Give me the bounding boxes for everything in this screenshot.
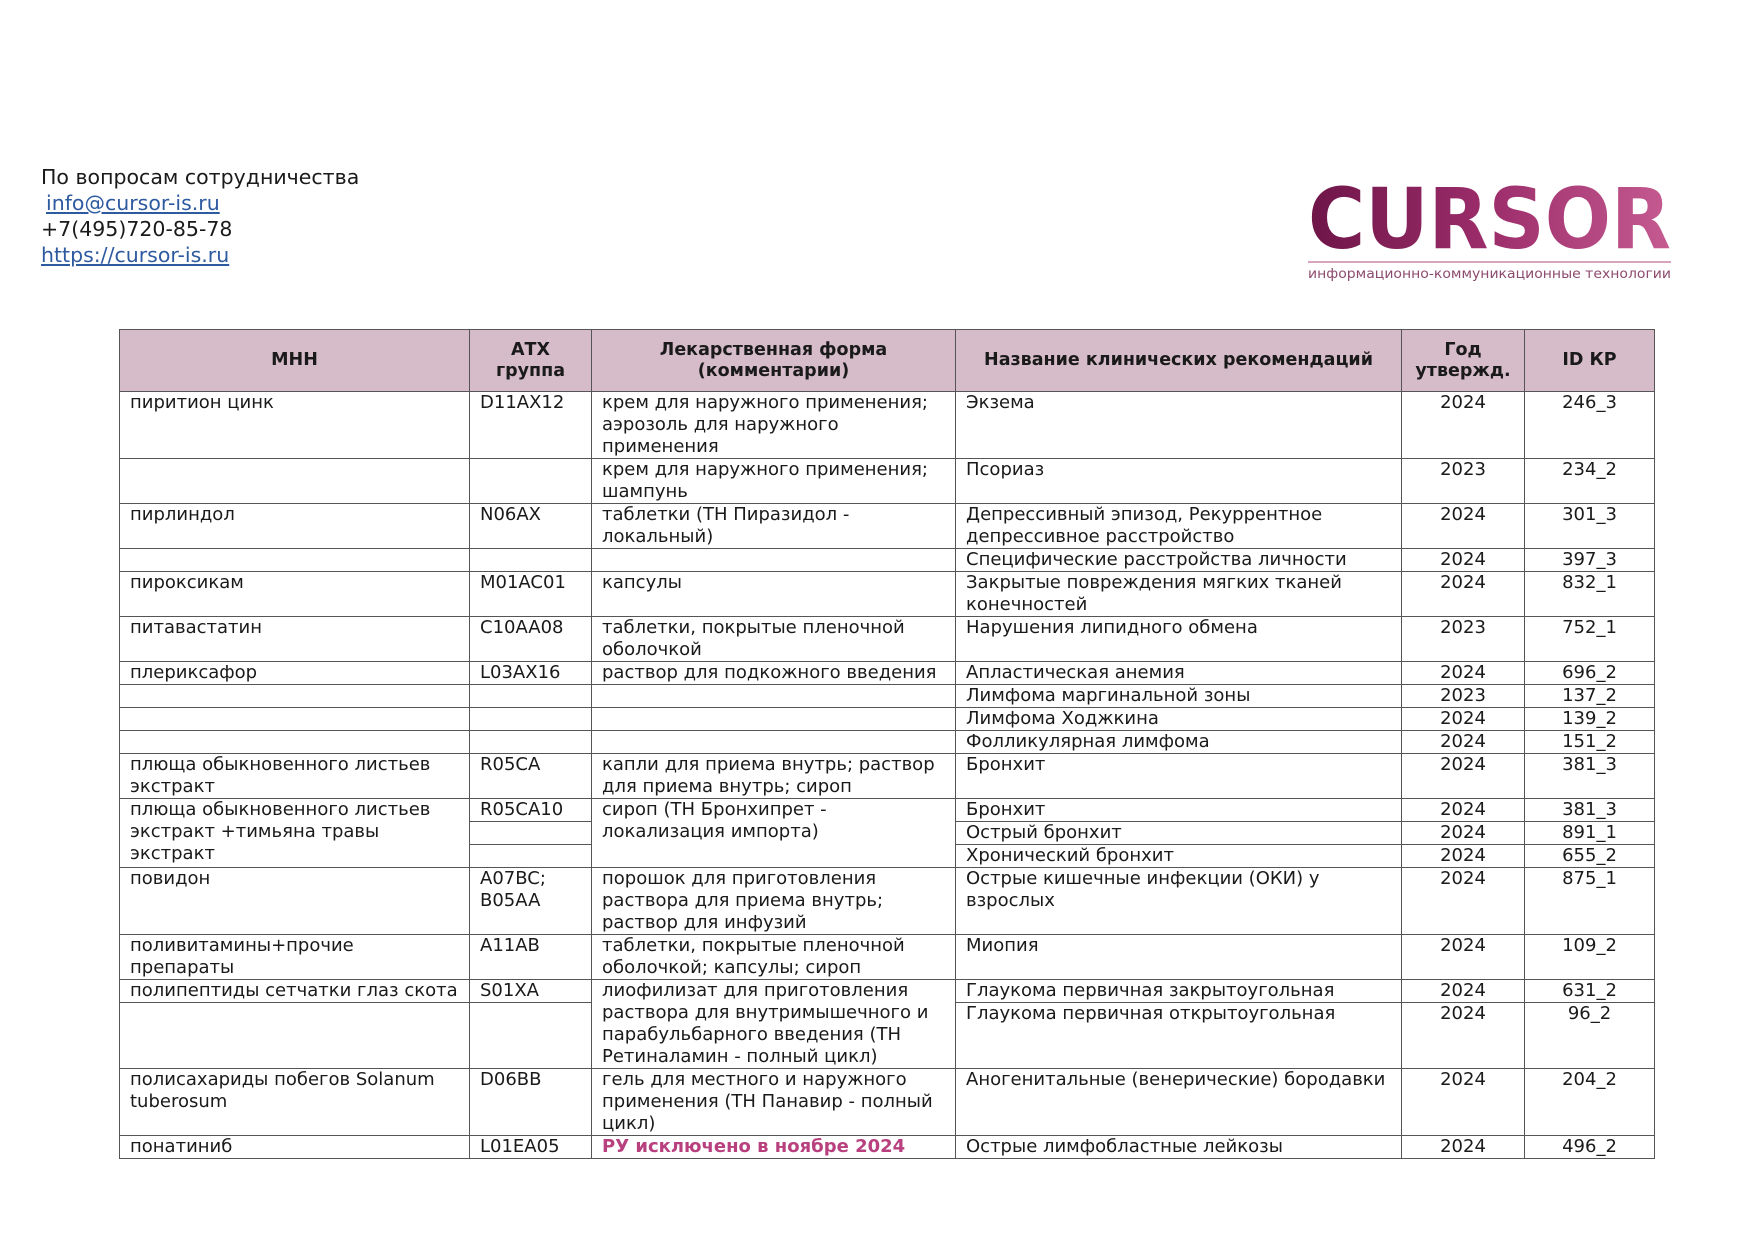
header-recommendation: Название клинических рекомендаций <box>956 330 1402 392</box>
cell-id: 655_2 <box>1525 845 1655 868</box>
table-row <box>120 731 1655 754</box>
cell-id: 696_2 <box>1525 662 1655 685</box>
cell-form: таблетки, покрытые пленочной оболочкой; капсулы; сироп <box>592 935 956 980</box>
cell-mnn <box>120 685 470 708</box>
cell-id: 381_3 <box>1525 799 1655 822</box>
header-mnn: МНН <box>120 330 470 392</box>
cell-recommendation: Бронхит <box>956 799 1402 822</box>
header-atc: АТХ группа <box>470 330 592 392</box>
cell-atc: D06BB <box>470 1069 592 1136</box>
cell-recommendation: Фолликулярная лимфома <box>956 731 1402 754</box>
cell-form: таблетки, покрытые пленочной оболочкой <box>592 617 956 662</box>
cell-year: 2023 <box>1402 685 1525 708</box>
cell-year: 2024 <box>1402 935 1525 980</box>
cell-id: 496_2 <box>1525 1136 1655 1159</box>
cell-mnn <box>120 708 470 731</box>
cell-mnn: понатиниб <box>120 1136 470 1159</box>
cell-mnn <box>120 731 470 754</box>
cell-recommendation: Лимфома маргинальной зоны <box>956 685 1402 708</box>
cell-mnn: повидон <box>120 868 470 935</box>
cell-year: 2024 <box>1402 662 1525 685</box>
email-link[interactable]: info@cursor-is.ru <box>46 191 220 215</box>
cell-id: 151_2 <box>1525 731 1655 754</box>
cell-form: лиофилизат для приготовления раствора для внутримышечного и парабульбарного введения (ТН Ретиналамин - полный цикл) <box>592 980 956 1069</box>
header-year: Год утвержд. <box>1402 330 1525 392</box>
table-row <box>120 459 1655 504</box>
cell-form <box>592 549 956 572</box>
cell-recommendation: Острые лимфобластные лейкозы <box>956 1136 1402 1159</box>
cell-year: 2024 <box>1402 822 1525 845</box>
cell-atc: A07BC; B05AA <box>470 868 592 935</box>
cell-atc <box>470 459 592 504</box>
table-row <box>120 799 1655 822</box>
table-row <box>120 868 1655 935</box>
cell-id: 891_1 <box>1525 822 1655 845</box>
cell-form: таблетки (ТН Пиразидол - локальный) <box>592 504 956 549</box>
cell-atc: A11AB <box>470 935 592 980</box>
cell-year: 2024 <box>1402 1003 1525 1069</box>
cell-mnn <box>120 459 470 504</box>
cell-year: 2024 <box>1402 549 1525 572</box>
cell-form: порошок для приготовления раствора для приема внутрь; раствор для инфузий <box>592 868 956 935</box>
cell-form <box>592 731 956 754</box>
cell-recommendation: Экзема <box>956 392 1402 459</box>
cell-form: гель для местного и наружного применения (ТН Панавир - полный цикл) <box>592 1069 956 1136</box>
cell-mnn: плериксафор <box>120 662 470 685</box>
cell-mnn: полисахариды побегов Solanum tuberosum <box>120 1069 470 1136</box>
cell-atc <box>470 685 592 708</box>
cell-recommendation: Апластическая анемия <box>956 662 1402 685</box>
table-row <box>120 572 1655 617</box>
cell-atc <box>470 845 592 868</box>
cell-form: капли для приема внутрь; раствор для приема внутрь; сироп <box>592 754 956 799</box>
contacts-block <box>41 164 359 268</box>
cell-atc: L01EA05 <box>470 1136 592 1159</box>
cell-id: 96_2 <box>1525 1003 1655 1069</box>
cell-id: 397_3 <box>1525 549 1655 572</box>
table-row <box>120 1136 1655 1159</box>
cell-form: крем для наружного применения; аэрозоль для наружного применения <box>592 392 956 459</box>
cell-id: 832_1 <box>1525 572 1655 617</box>
contacts-heading: По вопросам сотрудничества <box>41 165 360 189</box>
cell-recommendation: Хронический бронхит <box>956 845 1402 868</box>
cell-form: сироп (ТН Бронхипрет - локализация импорта) <box>592 799 956 868</box>
website-link[interactable]: https://cursor-is.ru <box>41 243 230 267</box>
header-id: ID КР <box>1525 330 1655 392</box>
cell-year: 2024 <box>1402 1136 1525 1159</box>
cell-id: 109_2 <box>1525 935 1655 980</box>
cell-id: 204_2 <box>1525 1069 1655 1136</box>
logo-tagline: информационно-коммуникационные технологии <box>1308 267 1671 282</box>
cell-id: 752_1 <box>1525 617 1655 662</box>
cursor-logo <box>1306 176 1677 286</box>
table-row <box>120 662 1655 685</box>
cell-atc: D11AX12 <box>470 392 592 459</box>
cell-recommendation: Закрытые повреждения мягких тканей конечностей <box>956 572 1402 617</box>
phone-number: +7(495)720-85-78 <box>41 217 233 241</box>
cell-year: 2024 <box>1402 754 1525 799</box>
cell-id: 234_2 <box>1525 459 1655 504</box>
cell-year: 2024 <box>1402 980 1525 1003</box>
table-header-row <box>120 330 1655 392</box>
cell-mnn: полипептиды сетчатки глаз скота <box>120 980 470 1003</box>
cell-mnn: пиритион цинк <box>120 392 470 459</box>
cell-mnn: пирлиндол <box>120 504 470 549</box>
cell-atc <box>470 731 592 754</box>
cell-atc: R05CA <box>470 754 592 799</box>
cell-atc: L03AX16 <box>470 662 592 685</box>
logo-wordmark: CURSOR <box>1308 176 1671 268</box>
cell-id: 139_2 <box>1525 708 1655 731</box>
cell-year: 2024 <box>1402 1069 1525 1136</box>
cell-id: 301_3 <box>1525 504 1655 549</box>
cell-recommendation: Бронхит <box>956 754 1402 799</box>
cell-year: 2024 <box>1402 392 1525 459</box>
cell-form: раствор для подкожного введения <box>592 662 956 685</box>
cell-year: 2024 <box>1402 845 1525 868</box>
cell-recommendation: Лимфома Ходжкина <box>956 708 1402 731</box>
cell-recommendation: Глаукома первичная закрытоугольная <box>956 980 1402 1003</box>
cell-year: 2023 <box>1402 459 1525 504</box>
cell-year: 2023 <box>1402 617 1525 662</box>
cell-atc <box>470 822 592 845</box>
table-row <box>120 504 1655 549</box>
cell-recommendation: Глаукома первичная открытоугольная <box>956 1003 1402 1069</box>
cell-recommendation: Острые кишечные инфекции (ОКИ) у взрослых <box>956 868 1402 935</box>
cell-id: 631_2 <box>1525 980 1655 1003</box>
table-row <box>120 754 1655 799</box>
cell-form <box>592 685 956 708</box>
cell-recommendation: Острый бронхит <box>956 822 1402 845</box>
table-row <box>120 935 1655 980</box>
cell-atc: M01AC01 <box>470 572 592 617</box>
clinical-recommendations-table <box>119 329 1655 1159</box>
cell-atc: C10AA08 <box>470 617 592 662</box>
cell-year: 2024 <box>1402 799 1525 822</box>
cell-year: 2024 <box>1402 731 1525 754</box>
cell-recommendation: Аногенитальные (венерические) бородавки <box>956 1069 1402 1136</box>
cell-mnn: плюща обыкновенного листьев экстракт <box>120 754 470 799</box>
table-row <box>120 708 1655 731</box>
cell-form <box>592 708 956 731</box>
table-row <box>120 1069 1655 1136</box>
table-row <box>120 549 1655 572</box>
cell-id: 137_2 <box>1525 685 1655 708</box>
cell-year: 2024 <box>1402 504 1525 549</box>
cell-mnn: пироксикам <box>120 572 470 617</box>
cell-mnn <box>120 1003 470 1069</box>
cell-recommendation: Депрессивный эпизод, Рекуррентное депрессивное расстройство <box>956 504 1402 549</box>
cell-year: 2024 <box>1402 708 1525 731</box>
cell-recommendation: Нарушения липидного обмена <box>956 617 1402 662</box>
cell-form-removed-notice: РУ исключено в ноябре 2024 <box>592 1136 956 1159</box>
cell-atc <box>470 1003 592 1069</box>
cell-mnn: плюща обыкновенного листьев экстракт +тимьяна травы экстракт <box>120 799 470 868</box>
table-row <box>120 685 1655 708</box>
cell-atc <box>470 549 592 572</box>
cell-mnn <box>120 549 470 572</box>
cell-id: 246_3 <box>1525 392 1655 459</box>
cell-id: 875_1 <box>1525 868 1655 935</box>
table-row <box>120 392 1655 459</box>
cell-atc: S01XA <box>470 980 592 1003</box>
table-row <box>120 617 1655 662</box>
cell-id: 381_3 <box>1525 754 1655 799</box>
table-row <box>120 980 1655 1003</box>
cell-mnn: питавастатин <box>120 617 470 662</box>
cell-atc: R05CA10 <box>470 799 592 822</box>
cell-mnn: поливитамины+прочие препараты <box>120 935 470 980</box>
cell-recommendation: Миопия <box>956 935 1402 980</box>
cell-recommendation: Псориаз <box>956 459 1402 504</box>
header-form: Лекарственная форма (комментарии) <box>592 330 956 392</box>
cell-form: капсулы <box>592 572 956 617</box>
cell-year: 2024 <box>1402 572 1525 617</box>
cell-atc <box>470 708 592 731</box>
cell-year: 2024 <box>1402 868 1525 935</box>
cell-form: крем для наружного применения; шампунь <box>592 459 956 504</box>
cell-recommendation: Специфические расстройства личности <box>956 549 1402 572</box>
cell-atc: N06AX <box>470 504 592 549</box>
